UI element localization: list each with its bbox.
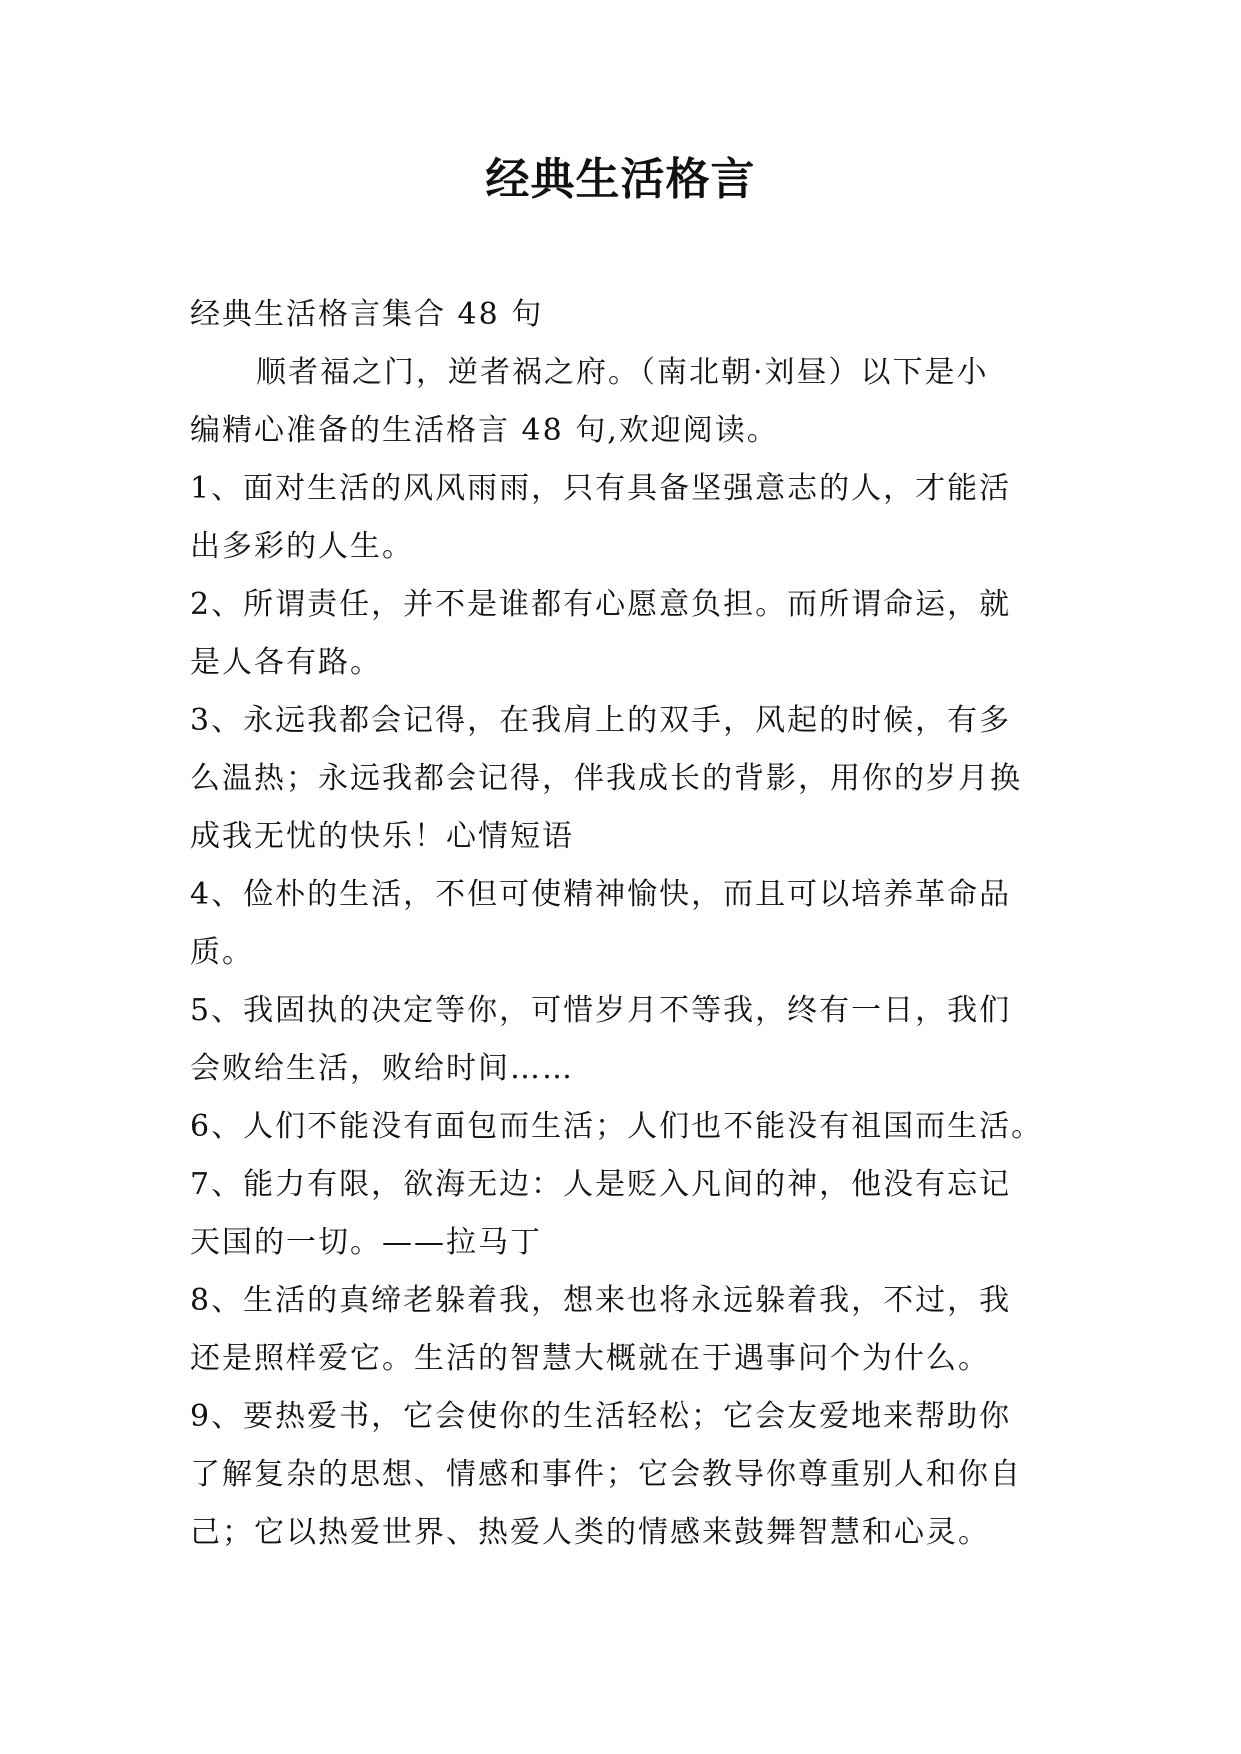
quote-line: 还是照样爱它。生活的智慧大概就在于遇事问个为什么。 bbox=[190, 1341, 990, 1376]
quote-line: 7、能力有限，欲海无边：人是贬入凡间的神，他没有忘记 bbox=[190, 1167, 1012, 1202]
quote-line: 成我无忧的快乐！心情短语 bbox=[190, 819, 574, 854]
quote-line: 质。 bbox=[190, 935, 254, 970]
quote-line: 4、俭朴的生活，不但可使精神愉快，而且可以培养革命品 bbox=[190, 877, 1012, 912]
intro-line: 编精心准备的生活格言 48 句,欢迎阅读。 bbox=[190, 413, 779, 448]
document-title: 经典生活格言 bbox=[485, 154, 756, 205]
quote-line: 8、生活的真缔老躲着我，想来也将永远躲着我，不过，我 bbox=[190, 1283, 1012, 1318]
quote-line: 会败给生活，败给时间…… bbox=[190, 1051, 574, 1086]
intro-line: 顺者福之门，逆者祸之府。（南北朝·刘昼）以下是小 bbox=[256, 355, 989, 390]
quote-line: 了解复杂的思想、情感和事件；它会教导你尊重别人和你自 bbox=[190, 1457, 1022, 1492]
subtitle-line: 经典生活格言集合 48 句 bbox=[190, 297, 544, 332]
quote-line: 9、要热爱书，它会使你的生活轻松；它会友爱地来帮助你 bbox=[190, 1399, 1012, 1434]
quote-line: 己；它以热爱世界、热爱人类的情感来鼓舞智慧和心灵。 bbox=[190, 1515, 990, 1550]
quote-line: 1、面对生活的风风雨雨，只有具备坚强意志的人，才能活 bbox=[190, 471, 1012, 506]
quote-line: 3、永远我都会记得，在我肩上的双手，风起的时候，有多 bbox=[190, 703, 1012, 738]
quote-line: 出多彩的人生。 bbox=[190, 529, 414, 564]
quote-line: 5、我固执的决定等你，可惜岁月不等我，终有一日，我们 bbox=[190, 993, 1012, 1028]
quote-line: 6、人们不能没有面包而生活；人们也不能没有祖国而生活。 bbox=[190, 1109, 1044, 1144]
quote-line: 么温热；永远我都会记得，伴我成长的背影，用你的岁月换 bbox=[190, 761, 1022, 796]
quote-line: 天国的一切。——拉马丁 bbox=[190, 1225, 542, 1260]
quote-line: 是人各有路。 bbox=[190, 645, 382, 680]
document-body bbox=[190, 286, 1070, 1562]
quote-line: 2、所谓责任，并不是谁都有心愿意负担。而所谓命运，就 bbox=[190, 587, 1012, 622]
